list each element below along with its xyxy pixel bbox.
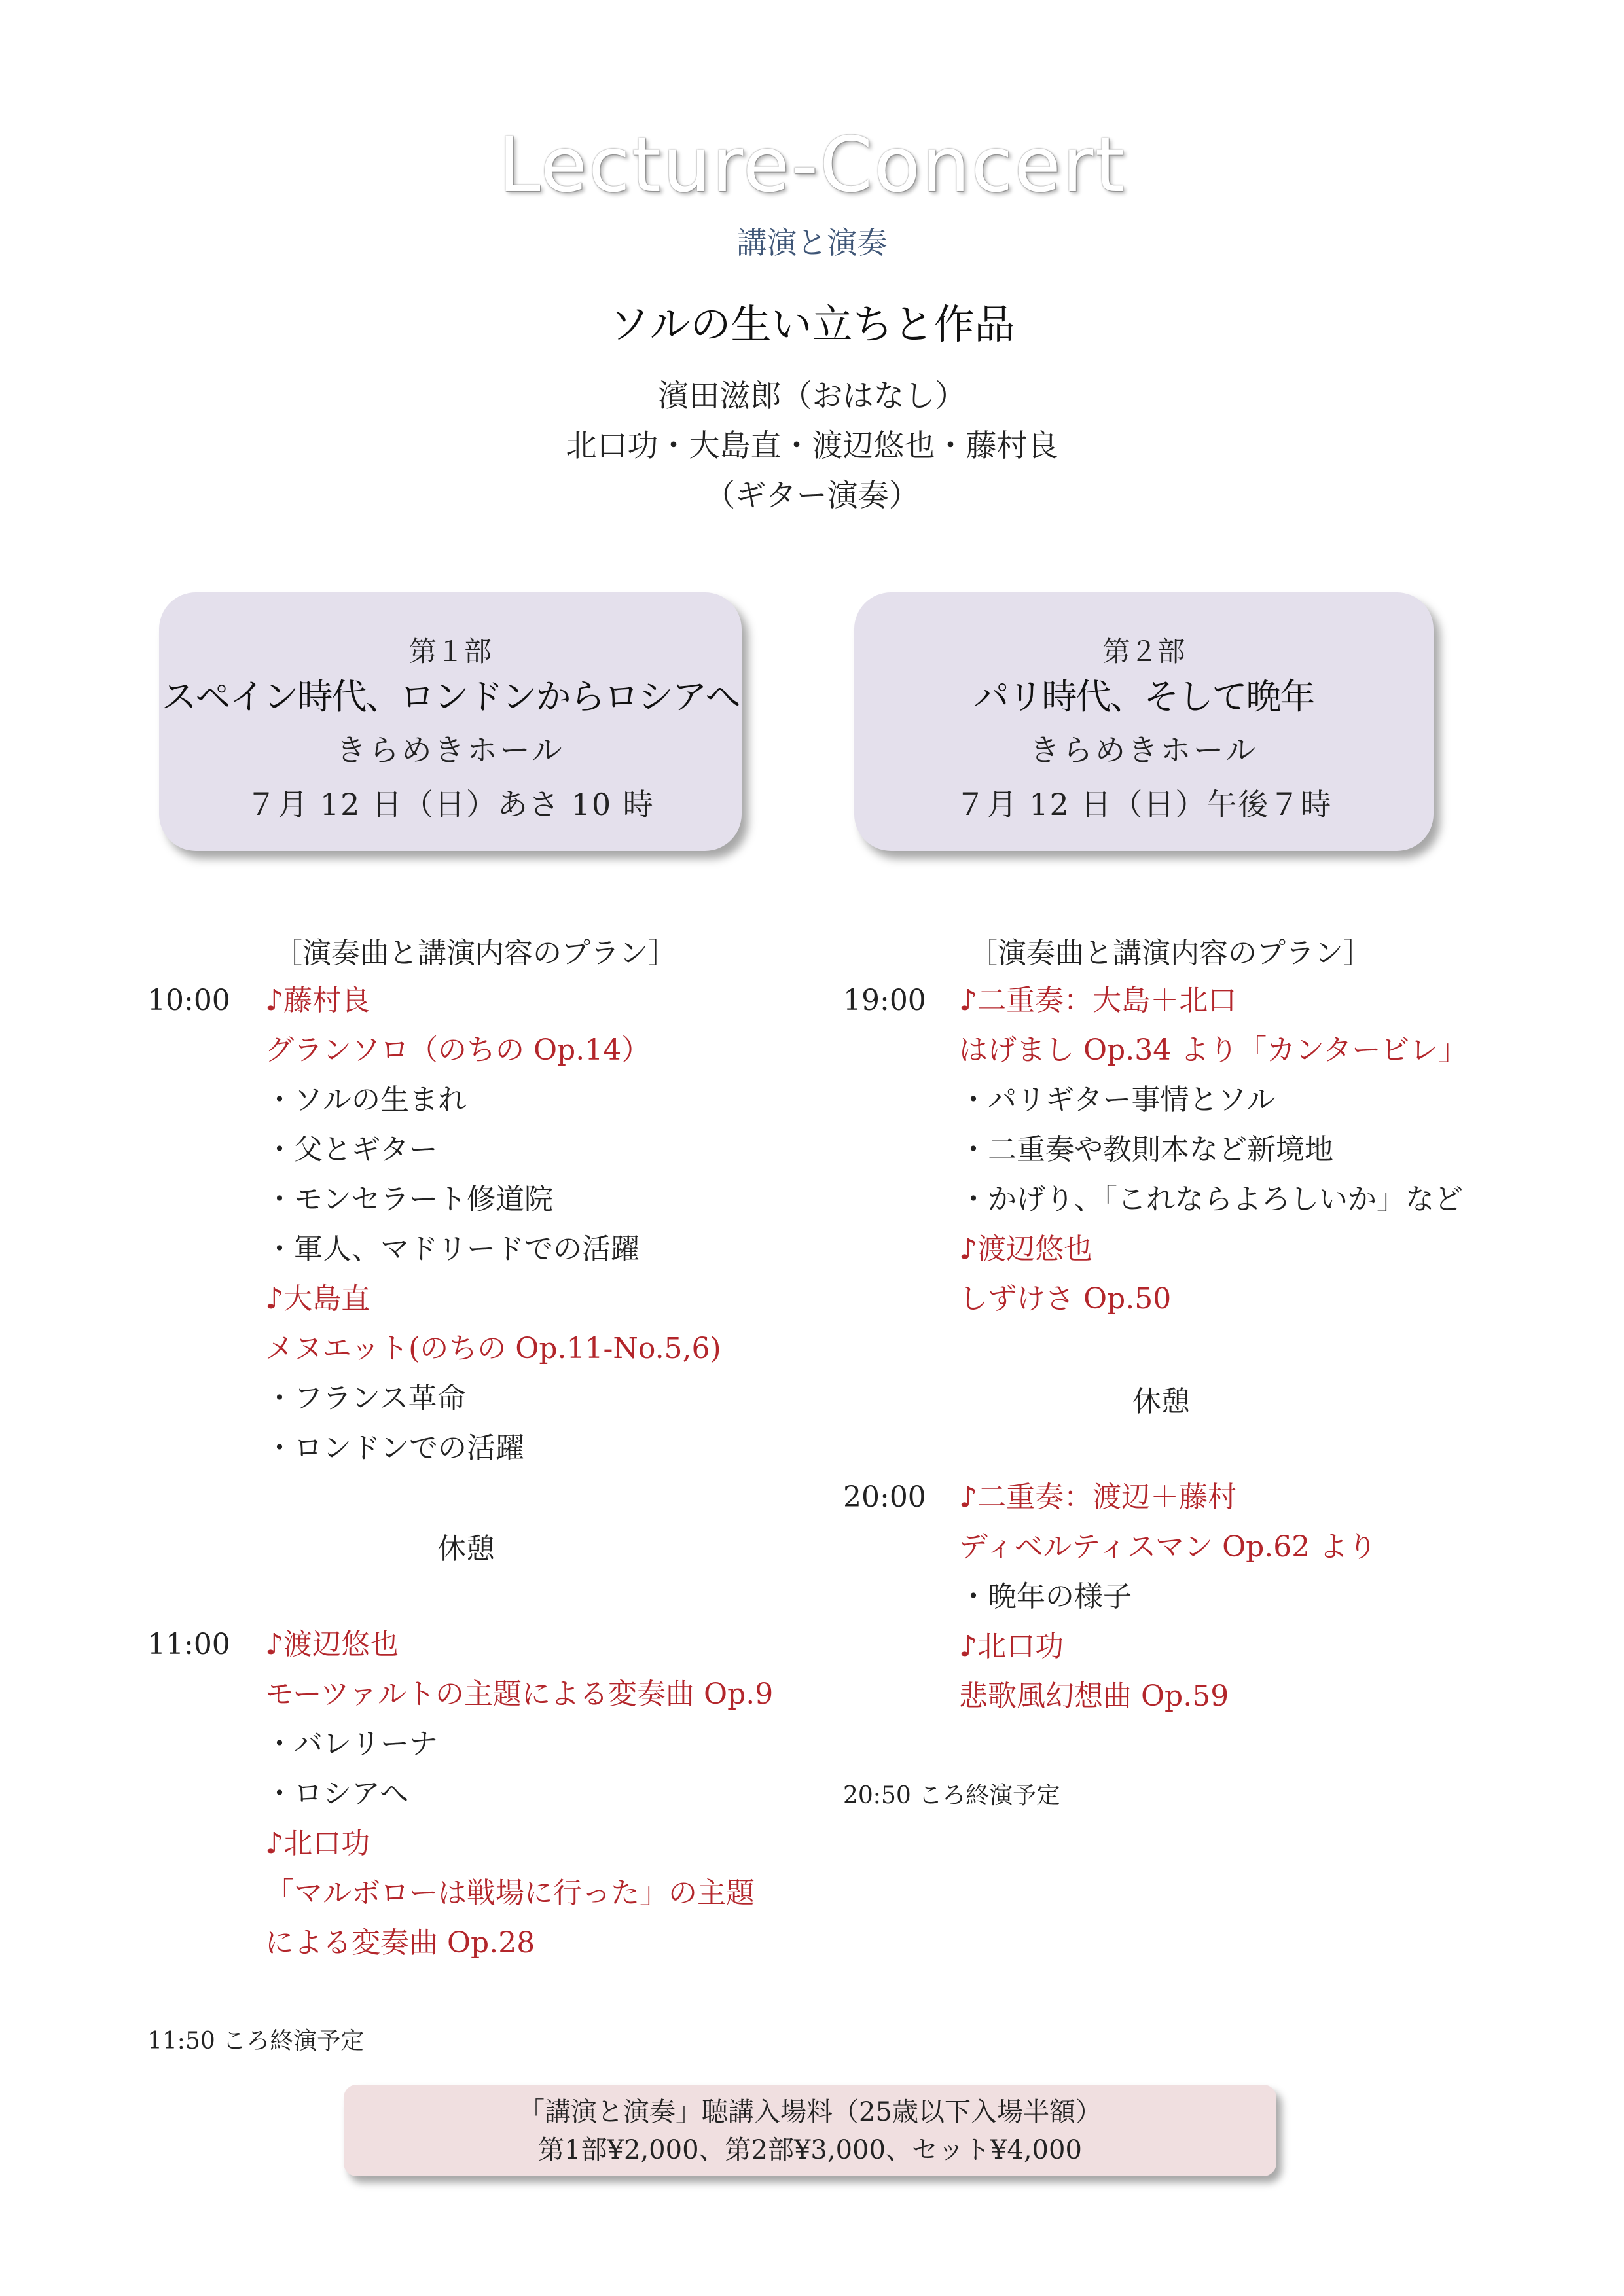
piece-line: による変奏曲 Op.28: [265, 1926, 535, 1960]
part-1-time-2: 11:00: [147, 1628, 230, 1661]
topic-item: ・モンセラート修道院: [265, 1183, 553, 1216]
part-2-end-note: 20:50 ころ終演予定: [843, 1782, 1060, 1809]
topic-item: ・バレリーナ: [265, 1727, 438, 1761]
piece-line: ディベルティスマン Op.62 より: [959, 1530, 1377, 1564]
topic-item: ・ロシアへ: [265, 1777, 409, 1810]
lecturer: 濱田滋郎（おはなし）: [658, 378, 966, 414]
part-1-end-note: 11:50 ころ終演予定: [147, 2028, 365, 2054]
part-2-block-2: [959, 1473, 1377, 1721]
piece-line: しずけさ Op.50: [959, 1282, 1172, 1316]
part-2-date: ７月 12 日（日）午後７時: [955, 787, 1333, 822]
part-1-title: スペイン時代、ロンドンからロシアへ: [161, 676, 740, 717]
performers-role: （ギター演奏）: [704, 478, 920, 514]
part-1-box: [159, 592, 742, 851]
piece-line: 悲歌風幻想曲 Op.59: [959, 1679, 1229, 1713]
topic-item: ・フランス革命: [265, 1382, 466, 1415]
performer-line: ♪大島直: [265, 1282, 370, 1316]
admission-fee-box: [344, 2085, 1276, 2176]
part-2-time-1: 19:00: [843, 984, 926, 1017]
part-1-block-1: [265, 976, 721, 1473]
topic-item: ・かげり、「これならよろしいか」など: [959, 1183, 1463, 1216]
performer-line: ♪北口功: [959, 1630, 1064, 1663]
topic-item: ・パリギター事情とソル: [959, 1083, 1276, 1117]
main-title: Lecture-Concert: [498, 121, 1126, 209]
performer-line: ♪二重奏：渡辺＋藤村: [959, 1480, 1237, 1514]
topic-item: ・二重奏や教則本など新境地: [959, 1133, 1333, 1166]
part-1-block-2: [265, 1620, 773, 1968]
part-2-title: パリ時代、そして晩年: [973, 676, 1314, 717]
part-2-plan-heading: ［演奏曲と講演内容のプラン］: [969, 937, 1372, 970]
performer-line: ♪北口功: [265, 1827, 370, 1860]
performer-line: ♪藤村良: [265, 984, 370, 1017]
part-1-date: ７月 12 日（日）あさ 10 時: [246, 787, 655, 822]
piece-line: モーツァルトの主題による変奏曲 Op.9: [265, 1677, 774, 1711]
part-2-time-2: 20:00: [843, 1480, 926, 1514]
piece-line: メヌエット(のちの Op.11-No.5,6): [265, 1332, 721, 1365]
performer-line: ♪二重奏：大島＋北口: [959, 984, 1237, 1017]
topic-title: ソルの生い立ちと作品: [609, 300, 1015, 348]
performer-line: ♪渡辺悠也: [959, 1232, 1093, 1266]
part-2-box: [854, 592, 1434, 851]
topic-item: ・晩年の様子: [959, 1580, 1132, 1613]
performers: 北口功・大島直・渡辺悠也・藤村良: [566, 428, 1058, 464]
part-2-venue: きらめきホール: [1029, 732, 1259, 768]
piece-line: 「マルボローは戦場に行った」の主題: [265, 1876, 755, 1910]
part-1-plan-heading: ［演奏曲と講演内容のプラン］: [274, 937, 677, 970]
topic-item: ・ソルの生まれ: [265, 1083, 467, 1117]
piece-line: グランソロ（のちの Op.14）: [265, 1033, 651, 1067]
part-1-venue: きらめきホール: [336, 732, 565, 768]
admission-fee-heading: 「講演と演奏」聴講入場料（25歳以下入場半額）: [518, 2097, 1102, 2127]
topic-item: ・ロンドンでの活躍: [265, 1431, 524, 1465]
piece-line: はげまし Op.34 より「カンタービレ」: [959, 1033, 1468, 1067]
performer-line: ♪渡辺悠也: [265, 1628, 399, 1661]
part-2-intermission: 休憩: [1132, 1385, 1190, 1418]
part-1-intermission: 休憩: [437, 1532, 495, 1566]
topic-item: ・父とギター: [265, 1133, 438, 1166]
topic-item: ・軍人、マドリードでの活躍: [265, 1232, 640, 1266]
part-1-time-1: 10:00: [147, 984, 230, 1017]
part-1-label: 第１部: [408, 636, 492, 668]
admission-fee-prices: 第1部¥2,000、第2部¥3,000、セット¥4,000: [538, 2135, 1082, 2165]
part-2-label: 第２部: [1102, 636, 1185, 668]
subtitle: 講演と演奏: [736, 225, 888, 260]
part-2-block-1: [959, 976, 1467, 1324]
